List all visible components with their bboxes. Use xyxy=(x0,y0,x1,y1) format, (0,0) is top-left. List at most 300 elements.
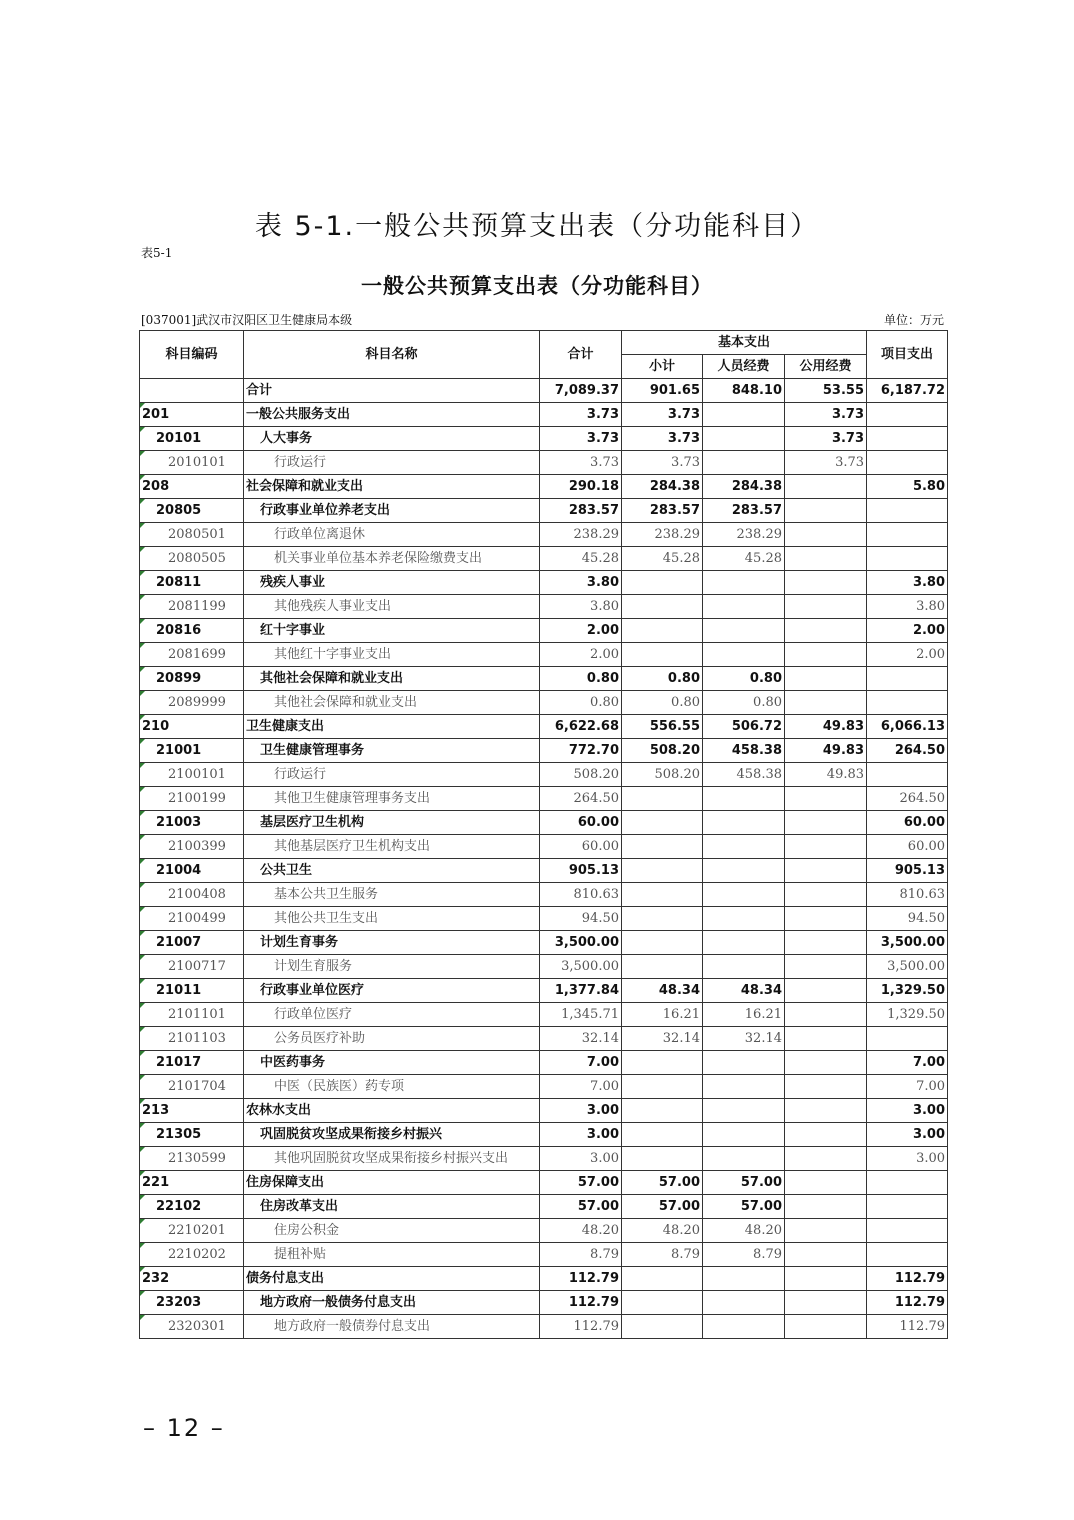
cell-corner-marker xyxy=(140,475,145,480)
cell-code-text: 210 xyxy=(142,719,170,734)
cell-total xyxy=(540,451,622,475)
cell-total xyxy=(540,595,622,619)
cell-project xyxy=(867,475,948,499)
cell-total xyxy=(540,931,622,955)
cell-code-text: 21011 xyxy=(156,983,202,998)
cell-subtotal-text: 3.73 xyxy=(667,407,700,422)
cell-corner-marker xyxy=(140,667,145,672)
cell-project-text: 2.00 xyxy=(916,647,946,662)
cell-total-text: 2.00 xyxy=(586,623,619,638)
cell-project xyxy=(867,1219,948,1243)
cell-total xyxy=(540,739,622,763)
cell-total xyxy=(540,691,622,715)
cell-name-text: 机关事业单位基本养老保险缴费支出 xyxy=(274,551,483,566)
cell-personnel xyxy=(703,1003,785,1027)
cell-code xyxy=(140,1027,244,1051)
cell-name-text: 住房保障支出 xyxy=(246,1175,325,1190)
cell-subtotal-text: 508.20 xyxy=(649,743,700,758)
cell-code xyxy=(140,667,244,691)
cell-public xyxy=(785,1147,867,1171)
cell-project-text: 3.80 xyxy=(916,599,946,614)
cell-personnel-text: 8.79 xyxy=(753,1247,782,1262)
cell-name xyxy=(244,1147,540,1171)
cell-subtotal xyxy=(622,1219,703,1243)
cell-personnel-text: 238.29 xyxy=(736,527,782,542)
cell-name xyxy=(244,1171,540,1195)
cell-code-text: 201 xyxy=(142,407,170,422)
cell-subtotal-text: 48.20 xyxy=(662,1223,700,1238)
cell-code-text: 2080501 xyxy=(168,527,226,542)
cell-project xyxy=(867,379,948,403)
table-title: 一般公共预算支出表（分功能科目） xyxy=(361,274,713,298)
cell-project xyxy=(867,595,948,619)
cell-total-text: 94.50 xyxy=(581,911,619,926)
cell-corner-marker xyxy=(140,883,145,888)
cell-project-text: 810.63 xyxy=(899,887,946,902)
cell-public xyxy=(785,691,867,715)
cell-name-text: 债务付息支出 xyxy=(246,1271,325,1286)
cell-code-text: 21001 xyxy=(156,743,202,758)
cell-public xyxy=(785,475,867,499)
cell-public xyxy=(785,1315,867,1339)
cell-personnel xyxy=(703,403,785,427)
cell-subtotal xyxy=(622,1147,703,1171)
cell-code-text: 2100399 xyxy=(168,839,226,854)
cell-code xyxy=(140,1267,244,1291)
cell-code xyxy=(140,1291,244,1315)
cell-code-text: 20101 xyxy=(156,431,202,446)
cell-total xyxy=(540,1267,622,1291)
cell-public xyxy=(785,811,867,835)
cell-public xyxy=(785,763,867,787)
cell-name xyxy=(244,955,540,979)
cell-public-text: 3.73 xyxy=(831,431,865,446)
cell-subtotal-text: 508.20 xyxy=(654,767,700,782)
cell-code xyxy=(140,1243,244,1267)
cell-name-text: 红十字事业 xyxy=(260,623,326,638)
cell-project xyxy=(867,859,948,883)
cell-subtotal xyxy=(622,1003,703,1027)
cell-public xyxy=(785,1195,867,1219)
page-number: – 12 – xyxy=(143,1414,225,1442)
cell-subtotal-text: 0.80 xyxy=(671,695,700,710)
cell-total-text: 3.00 xyxy=(590,1151,619,1166)
cell-personnel xyxy=(703,1243,785,1267)
cell-personnel xyxy=(703,1171,785,1195)
cell-subtotal-text: 3.73 xyxy=(671,455,700,470)
cell-name xyxy=(244,1075,540,1099)
table-row xyxy=(140,1243,948,1267)
cell-public xyxy=(785,1051,867,1075)
cell-name xyxy=(244,499,540,523)
cell-total-text: 60.00 xyxy=(577,815,619,830)
table-row xyxy=(140,1003,948,1027)
cell-name-text: 住房公积金 xyxy=(274,1223,340,1238)
cell-code-text: 221 xyxy=(142,1175,170,1190)
cell-personnel xyxy=(703,475,785,499)
cell-corner-marker xyxy=(140,979,145,984)
cell-name-text: 行政运行 xyxy=(274,455,327,470)
cell-public xyxy=(785,1099,867,1123)
cell-public xyxy=(785,595,867,619)
cell-code-text: 2210201 xyxy=(168,1223,226,1238)
cell-project-text: 3.00 xyxy=(912,1127,946,1142)
cell-code xyxy=(140,595,244,619)
cell-corner-marker xyxy=(140,811,145,816)
cell-project-text: 7.00 xyxy=(916,1079,946,1094)
cell-code-text: 22102 xyxy=(156,1199,202,1214)
cell-corner-marker xyxy=(140,1219,145,1224)
cell-public xyxy=(785,571,867,595)
cell-code xyxy=(140,811,244,835)
cell-total xyxy=(540,811,622,835)
table-row xyxy=(140,1171,948,1195)
cell-project xyxy=(867,451,948,475)
cell-name xyxy=(244,379,540,403)
cell-corner-marker xyxy=(140,1267,145,1272)
budget-table xyxy=(139,330,948,1339)
cell-public xyxy=(785,739,867,763)
cell-public xyxy=(785,1123,867,1147)
cell-project-text: 3.00 xyxy=(916,1151,946,1166)
cell-name-text: 其他社会保障和就业支出 xyxy=(274,695,418,710)
cell-subtotal xyxy=(622,571,703,595)
cell-project-text: 1,329.50 xyxy=(887,1007,946,1022)
table-row xyxy=(140,1195,948,1219)
cell-total xyxy=(540,1219,622,1243)
cell-corner-marker xyxy=(140,955,145,960)
cell-personnel xyxy=(703,739,785,763)
cell-code xyxy=(140,715,244,739)
cell-subtotal xyxy=(622,1315,703,1339)
cell-personnel-text: 284.38 xyxy=(731,479,782,494)
cell-corner-marker xyxy=(140,1099,145,1104)
cell-corner-marker xyxy=(140,1003,145,1008)
cell-name xyxy=(244,715,540,739)
cell-project-text: 264.50 xyxy=(894,743,946,758)
cell-code-text: 2100408 xyxy=(168,887,226,902)
cell-personnel xyxy=(703,1315,785,1339)
cell-public-text: 49.83 xyxy=(822,743,865,758)
cell-total xyxy=(540,715,622,739)
cell-project-text: 3.00 xyxy=(912,1103,946,1118)
cell-name-text: 地方政府一般债务付息支出 xyxy=(260,1295,417,1310)
cell-corner-marker xyxy=(140,691,145,696)
cell-public xyxy=(785,931,867,955)
header-code: 科目编码 xyxy=(140,331,244,379)
table-row xyxy=(140,1291,948,1315)
cell-total xyxy=(540,499,622,523)
cell-total-text: 48.20 xyxy=(581,1223,619,1238)
cell-total-text: 112.79 xyxy=(573,1319,619,1334)
cell-name-text: 行政运行 xyxy=(274,767,327,782)
cell-name xyxy=(244,859,540,883)
cell-code xyxy=(140,739,244,763)
cell-name-text: 合计 xyxy=(246,383,273,398)
cell-personnel xyxy=(703,547,785,571)
cell-code xyxy=(140,883,244,907)
cell-personnel xyxy=(703,955,785,979)
cell-total xyxy=(540,523,622,547)
cell-name-text: 其他卫生健康管理事务支出 xyxy=(274,791,431,806)
cell-personnel xyxy=(703,667,785,691)
cell-public-text: 3.73 xyxy=(831,407,865,422)
cell-corner-marker xyxy=(140,403,145,408)
cell-total xyxy=(540,379,622,403)
cell-personnel xyxy=(703,1075,785,1099)
cell-total-text: 3.73 xyxy=(586,431,619,446)
cell-code-text: 21004 xyxy=(156,863,202,878)
cell-project-text: 6,187.72 xyxy=(880,383,946,398)
cell-name xyxy=(244,835,540,859)
cell-project-text: 3,500.00 xyxy=(887,959,946,974)
table-row xyxy=(140,883,948,907)
cell-code xyxy=(140,1219,244,1243)
cell-code-text: 21003 xyxy=(156,815,202,830)
cell-public xyxy=(785,1219,867,1243)
cell-project xyxy=(867,955,948,979)
cell-corner-marker xyxy=(140,595,145,600)
cell-code-text: 2100499 xyxy=(168,911,226,926)
cell-project-text: 60.00 xyxy=(903,815,946,830)
cell-project-text: 94.50 xyxy=(907,911,946,926)
cell-subtotal xyxy=(622,1243,703,1267)
cell-name xyxy=(244,1243,540,1267)
cell-code xyxy=(140,619,244,643)
cell-subtotal xyxy=(622,595,703,619)
cell-project-text: 1,329.50 xyxy=(880,983,946,998)
cell-subtotal-text: 283.57 xyxy=(649,503,700,518)
cell-personnel xyxy=(703,835,785,859)
cell-public xyxy=(785,1267,867,1291)
table-row xyxy=(140,1315,948,1339)
cell-project xyxy=(867,1099,948,1123)
cell-public-text: 49.83 xyxy=(822,719,865,734)
cell-total xyxy=(540,787,622,811)
cell-subtotal-text: 3.73 xyxy=(667,431,700,446)
cell-code xyxy=(140,523,244,547)
table-row xyxy=(140,1267,948,1291)
cell-total xyxy=(540,1315,622,1339)
cell-name-text: 公务员医疗补助 xyxy=(274,1031,366,1046)
cell-subtotal xyxy=(622,1099,703,1123)
cell-code xyxy=(140,859,244,883)
cell-name-text: 中医药事务 xyxy=(260,1055,326,1070)
cell-public xyxy=(785,907,867,931)
cell-project-text: 112.79 xyxy=(894,1295,946,1310)
cell-code xyxy=(140,379,244,403)
cell-project xyxy=(867,1291,948,1315)
cell-personnel-text: 48.34 xyxy=(740,983,782,998)
cell-total xyxy=(540,1195,622,1219)
cell-personnel xyxy=(703,691,785,715)
cell-name-text: 公共卫生 xyxy=(260,863,313,878)
cell-name-text: 其他公共卫生支出 xyxy=(274,911,379,926)
cell-corner-marker xyxy=(140,499,145,504)
cell-name-text: 卫生健康支出 xyxy=(246,719,325,734)
cell-personnel-text: 283.57 xyxy=(731,503,782,518)
cell-personnel xyxy=(703,979,785,1003)
table-row xyxy=(140,835,948,859)
table-row xyxy=(140,811,948,835)
cell-personnel-text: 458.38 xyxy=(736,767,782,782)
cell-personnel xyxy=(703,787,785,811)
cell-public-text: 53.55 xyxy=(822,383,865,398)
cell-subtotal xyxy=(622,931,703,955)
cell-code xyxy=(140,427,244,451)
cell-total xyxy=(540,1171,622,1195)
cell-name xyxy=(244,763,540,787)
cell-total xyxy=(540,643,622,667)
cell-name xyxy=(244,1267,540,1291)
cell-code-text: 2101103 xyxy=(168,1031,226,1046)
cell-project-text: 3,500.00 xyxy=(880,935,946,950)
cell-corner-marker xyxy=(140,787,145,792)
cell-total-text: 3.80 xyxy=(586,575,619,590)
cell-personnel xyxy=(703,523,785,547)
table-row xyxy=(140,979,948,1003)
cell-personnel xyxy=(703,571,785,595)
cell-subtotal xyxy=(622,379,703,403)
cell-project xyxy=(867,931,948,955)
table-row xyxy=(140,1147,948,1171)
cell-project xyxy=(867,715,948,739)
cell-total-text: 7.00 xyxy=(586,1055,619,1070)
cell-name xyxy=(244,619,540,643)
cell-total-text: 112.79 xyxy=(568,1295,619,1310)
cell-code-text: 2130599 xyxy=(168,1151,226,1166)
cell-total-text: 0.80 xyxy=(586,671,619,686)
cell-total-text: 6,622.68 xyxy=(554,719,619,734)
cell-name xyxy=(244,667,540,691)
cell-code-text: 2010101 xyxy=(168,455,226,470)
cell-name xyxy=(244,571,540,595)
cell-name-text: 其他基层医疗卫生机构支出 xyxy=(274,839,431,854)
cell-project-text: 5.80 xyxy=(912,479,946,494)
cell-public-text: 3.73 xyxy=(835,455,865,470)
cell-total-text: 238.29 xyxy=(573,527,619,542)
cell-project xyxy=(867,1003,948,1027)
cell-total xyxy=(540,835,622,859)
cell-name xyxy=(244,547,540,571)
cell-total-text: 508.20 xyxy=(573,767,619,782)
cell-name-text: 人大事务 xyxy=(260,431,313,446)
cell-subtotal-text: 556.55 xyxy=(649,719,700,734)
cell-project xyxy=(867,739,948,763)
cell-personnel-text: 458.38 xyxy=(731,743,782,758)
cell-code-text: 2100199 xyxy=(168,791,226,806)
cell-name xyxy=(244,1003,540,1027)
table-row xyxy=(140,955,948,979)
cell-subtotal xyxy=(622,619,703,643)
cell-total xyxy=(540,427,622,451)
cell-subtotal xyxy=(622,859,703,883)
cell-project xyxy=(867,691,948,715)
cell-subtotal-text: 45.28 xyxy=(662,551,700,566)
cell-subtotal xyxy=(622,499,703,523)
cell-project xyxy=(867,427,948,451)
cell-corner-marker xyxy=(140,931,145,936)
cell-corner-marker xyxy=(140,547,145,552)
cell-name xyxy=(244,1315,540,1339)
cell-personnel-text: 0.80 xyxy=(749,671,782,686)
cell-name xyxy=(244,907,540,931)
cell-personnel xyxy=(703,379,785,403)
cell-code xyxy=(140,931,244,955)
cell-project-text: 3.80 xyxy=(912,575,946,590)
cell-name-text: 一般公共服务支出 xyxy=(246,407,351,422)
cell-name xyxy=(244,1027,540,1051)
cell-personnel xyxy=(703,1027,785,1051)
cell-project-text: 112.79 xyxy=(894,1271,946,1286)
cell-project-text: 6,066.13 xyxy=(880,719,946,734)
cell-personnel xyxy=(703,1147,785,1171)
cell-public xyxy=(785,667,867,691)
table-row xyxy=(140,907,948,931)
cell-subtotal xyxy=(622,955,703,979)
cell-public xyxy=(785,955,867,979)
table-row xyxy=(140,499,948,523)
cell-public-text: 49.83 xyxy=(826,767,865,782)
table-row xyxy=(140,523,948,547)
cell-name-text: 中医（民族医）药专项 xyxy=(274,1079,405,1094)
cell-total-text: 905.13 xyxy=(568,863,619,878)
cell-code-text: 2101101 xyxy=(168,1007,226,1022)
cell-subtotal xyxy=(622,1123,703,1147)
cell-total xyxy=(540,1243,622,1267)
cell-total xyxy=(540,1027,622,1051)
cell-project xyxy=(867,1147,948,1171)
cell-project xyxy=(867,1267,948,1291)
cell-project xyxy=(867,763,948,787)
cell-project xyxy=(867,979,948,1003)
cell-subtotal xyxy=(622,1075,703,1099)
table-body xyxy=(140,379,948,1339)
cell-name-text: 卫生健康管理事务 xyxy=(260,743,365,758)
cell-code-text: 23203 xyxy=(156,1295,202,1310)
cell-public xyxy=(785,547,867,571)
cell-corner-marker xyxy=(140,1291,145,1296)
cell-subtotal xyxy=(622,763,703,787)
cell-total xyxy=(540,1003,622,1027)
cell-name-text: 基层医疗卫生机构 xyxy=(260,815,365,830)
table-row xyxy=(140,931,948,955)
cell-name-text: 基本公共卫生服务 xyxy=(274,887,379,902)
cell-total xyxy=(540,979,622,1003)
cell-personnel xyxy=(703,763,785,787)
cell-personnel xyxy=(703,907,785,931)
cell-subtotal xyxy=(622,451,703,475)
cell-name xyxy=(244,1291,540,1315)
cell-subtotal-text: 57.00 xyxy=(658,1175,700,1190)
cell-code xyxy=(140,1315,244,1339)
cell-subtotal xyxy=(622,1051,703,1075)
cell-project xyxy=(867,1243,948,1267)
cell-code-text: 2100717 xyxy=(168,959,226,974)
cell-total xyxy=(540,619,622,643)
cell-project xyxy=(867,523,948,547)
cell-total xyxy=(540,1147,622,1171)
cell-public xyxy=(785,835,867,859)
cell-subtotal-text: 48.34 xyxy=(658,983,700,998)
header-public: 公用经费 xyxy=(785,355,867,379)
cell-total-text: 3,500.00 xyxy=(561,959,619,974)
unit-label: 单位：万元 xyxy=(883,313,944,327)
cell-project xyxy=(867,1315,948,1339)
cell-corner-marker xyxy=(140,763,145,768)
table-row xyxy=(140,1219,948,1243)
cell-total-text: 290.18 xyxy=(568,479,619,494)
